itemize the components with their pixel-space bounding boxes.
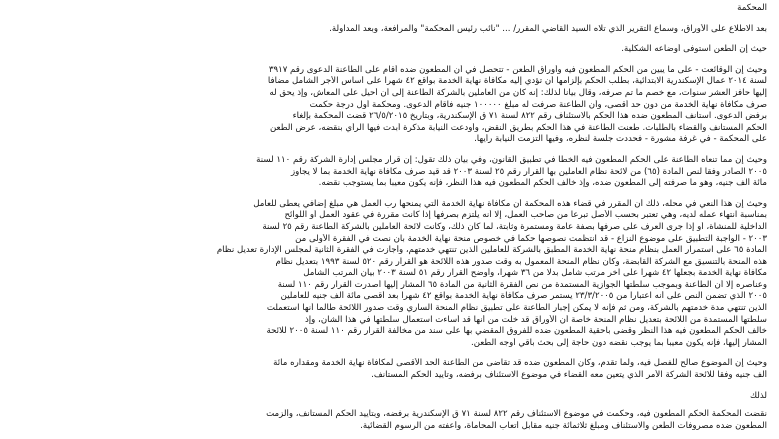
text-line: الذين تنتهي مدة خدمتهم بالشركة، ومن ثم فإنه لا يمكن إجبار الطاعنة على تطبيق نظام المنحة الساري وقت صدور اللائحة طالما أنها استعملت: [266, 303, 767, 314]
text-line: وحيث إن الوقائعت - على ما يبين من الحكم المطعون فيه وأوراق الطعن - تتحصل في أن المطعون ضده أقام على الطاعنة الدعوى رقم ٣٩١٧: [268, 64, 767, 75]
text-line: المشار إليها، فإنه يكون معيبا بما يوجب نقضه دون حاجة إلى بحث باقي أوجه الطعن.: [470, 337, 767, 348]
formal-acceptance-paragraph: [14, 44, 767, 56]
text-line: ٢٠٠٥ الذي تضمن النص على أنه اعتبارا من ٢٣/٣/٢٠٠٥ يستمر صرف مكافأة نهاية الخدمة بواقع ٤٢ شهرا بعد أقصى مائة ألف جنيه للعاملين: [280, 291, 767, 302]
text-line: حيث إن الطعن استوفى أوضاعه الشكلية.: [621, 44, 767, 55]
text-line: وحيث إن الموضوع صالح للفصل فيه، ولما تقدم، وكان المطعون ضده قد تقاضى من الطاعنة الحد الأقصى لمكافأة نهاية الخدمة ومقداره مائة: [273, 358, 767, 369]
ruling-heading: لذلك: [750, 390, 767, 401]
facts-paragraph: [14, 65, 767, 146]
text-line: إليها حافز العشر سنوات، مع خصم ما تم صرفه، وقال بيانا لذلك: إنه كان من العاملين بالشركة الطاعنة إلى أن أحيل على المعاش، وإذ يحق له: [269, 87, 767, 98]
text-line: بمناسبة انتهاء عمله لديه، وهي تعتبر بحسب الأصل تبرعا من صاحب العمل، إلا أنه يلتزم بصرفها إذا كانت مقررة في عقود العمل أو اللوائح: [284, 210, 767, 221]
text-line: لسنة ٢٠١٤ عمال الإسكندرية الابتدائية، بطلب الحكم بإلزامها أن تؤدي إليه مكافأة نهاية الخدمة بواقع ٤٢ شهرا على أساس الأجر الشامل مضافا: [267, 76, 767, 87]
text-line: وعناصره إلا أن الطاعنة وبموجب سلطتها الجوازية المستمدة من نص الفقرة الثانية من المادة ٦٥ المشار إليها أصدرت القرار رقم ١١٠ لسنة: [277, 279, 767, 290]
merits-paragraph: [14, 358, 767, 381]
text-line: المطعون ضده مصروفات الطعن والاستئناف ومبلغ ثلاثمائة جنيه مقابل أتعاب المحاماة، وأعفته من الرسوم القضائية.: [360, 420, 767, 431]
text-line: ٢٠٠٥ الصادر وفقا لنص المادة (٦٥) من لائحة نظام العاملين بها القرار رقم ٢٥ لسنة ٢٠٠٣ قد قيد صرف مكافأة نهاية الخدمة بما لا يجاوز: [291, 166, 767, 177]
court-reasoning-paragraph: [14, 199, 767, 350]
text-line: بعد الاطلاع على الأوراق، وسماع التقرير الذي تلاه السيد القاضي المقرر/ ... "نائب رئيس المحكمة" والمرافعة، وبعد المداولة.: [329, 23, 767, 34]
text-line: على المحكمة - في غرفة مشورة - فحددت جلسة لنظره، وفيها التزمت النيابة رأيها.: [474, 134, 767, 145]
text-line: وحيث إن مما تنعاه الطاعنة على الحكم المطعون فيه الخطأ في تطبيق القانون، وفي بيان ذلك تقول: إن قرار مجلس إدارة الشركة رقم ١١٠ لسنة: [256, 154, 767, 165]
text-line: الداخلية للمنشأة، أو إذا جرى العرف على صرفها بصفة عامة ومستمرة وثابتة، لما كان ذلك، وكانت لائحة العاملين بالشركة الطاعنة رقم ٢٥ لسنة: [262, 221, 767, 232]
text-line: المادة ٦٥ على استمرار العمل بنظام منحة نهاية الخدمة المطبق بالشركة للعاملين الذين تنتهي خدمتهم، وأجازت في الفقرة الثانية لمجلس الإدارة تعديل نظام: [216, 245, 767, 256]
text-line: ألف جنيه وفقا للائحة الشركة الأمر الذي يتعين معه القضاء في موضوع الاستئناف برفضه، وتأييد الحكم المستأنف.: [371, 370, 767, 381]
intro-paragraph: [14, 24, 767, 36]
text-line: نقضت المحكمة الحكم المطعون فيه، وحكمت في موضوع الاستئناف رقم ٨٢٢ لسنة ٧١ ق الإسكندرية برفضه، وبتأييد الحكم المستأنف، وألزمت: [266, 409, 767, 420]
text-line: صرف مكافأة نهاية الخدمة من دون حد أقصى، وأن الطاعنة صرفت له مبلغ ١٠٠٠٠٠ جنيه فأقام الدعوى. ومحكمة أول درجة حكمت: [309, 99, 767, 110]
text-line: برفض الدعوى. استأنف المطعون ضده هذا الحكم بالاستئناف رقم ٨٢٢ لسنة ٧١ ق الإسكندرية، وبتاريخ ٢٦/٥/٢٠١٥ قضت المحكمة بإلغاء: [292, 111, 767, 122]
text-line: هذه المنحة بالتنسيق مع الشركة القابضة، وكان نظام المنحة المعمول به وقت صدور هذه اللائحة هو القرار رقم ٥٢٠ لسنة ١٩٩٣ بتعديل نظام: [275, 256, 767, 267]
ruling-paragraph: [14, 409, 767, 432]
text-line: وحيث إن هذا النعي في محله، ذلك أن المقرر في قضاء هذه المحكمة أن مكافأة نهاية الخدمة التي يمنحها رب العمل هي مبلغ إضافي يعطى للعامل: [253, 198, 767, 209]
text-line: الحكم المستأنف والقضاء بالطلبات. طعنت الطاعنة في هذا الحكم بطريق النقض، وأودعت النيابة مذكرة أبدت فيها الرأي بنقضه، عرض الطعن: [270, 122, 767, 133]
text-line: سلطتها المستمدة من اللائحة بتعديل نظام المنحة خاصة أن الأوراق قد خلت من أنها قد أساءت استعمال سلطتها في هذا الشأن، وإذ: [304, 314, 767, 325]
section-title: المحكمة: [737, 3, 767, 13]
text-line: مائة ألف جنيه، وهو ما صرفته إلى المطعون ضده، وإذ خالف الحكم المطعون فيه هذا النظر، فإنه يكون معيبا بما يستوجب نقضه.: [318, 178, 767, 189]
text-line: ٢٠٠٣ - الواجبة التطبيق على موضوع النزاع - قد انتظمت نصوصها حكما في خصوص منحة نهاية الخدمة بأن نصت في الفقرة الأولى من: [295, 233, 767, 244]
text-line: خالف الحكم المطعون فيه هذا النظر وقضى بأحقية المطعون ضده للفروق المقضي بها على سند من مخالفة القرار رقم ١١٠ لسنة ٢٠٠٥ للائحة: [266, 326, 767, 337]
grounds-of-appeal-paragraph: [14, 155, 767, 190]
text-line: مكافأة نهاية الخدمة بجعلها ٤٢ شهرا على آخر مرتب شامل بدلا من ٣٦ شهرا، وأوضح القرار رقم ٥١ لسنة ٢٠٠٣ بيان المرتب الشامل: [303, 268, 767, 279]
